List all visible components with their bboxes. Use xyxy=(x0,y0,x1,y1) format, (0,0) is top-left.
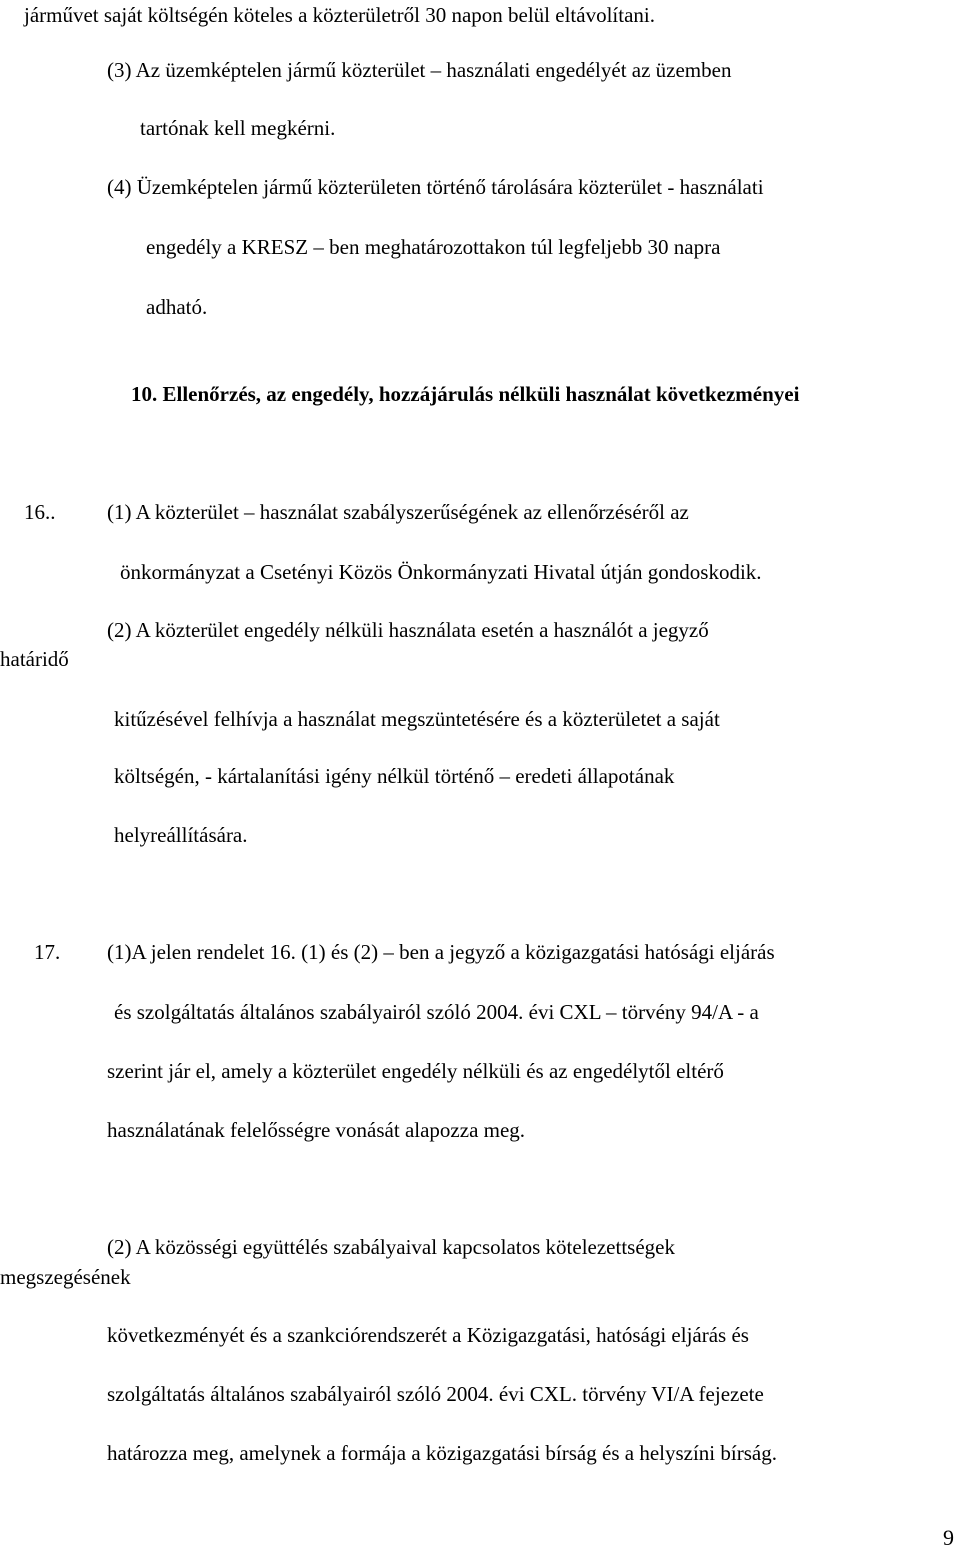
text-line: (2) A közösségi együttélés szabályaival kapcsolatos kötelezettségek xyxy=(107,1235,675,1259)
text-line: járművet saját költségén köteles a közterületről 30 napon belül eltávolítani. xyxy=(24,3,655,27)
text-line: adható. xyxy=(146,295,208,319)
text-line: (3) Az üzemképtelen jármű közterület – használati engedélyét az üzemben xyxy=(107,58,732,82)
text-line: kitűzésével felhívja a használat megszüntetésére és a közterületet a saját xyxy=(114,707,720,731)
text-line: helyreállítására. xyxy=(114,823,248,847)
text-line: határidő xyxy=(0,647,69,671)
text-line: tartónak kell megkérni. xyxy=(140,116,336,140)
text-line: következményét és a szankciórendszerét a Közigazgatási, hatósági eljárás és xyxy=(107,1323,749,1347)
text-line: (2) A közterület engedély nélküli használata esetén a használót a jegyző xyxy=(107,618,709,642)
text-line: engedély a KRESZ – ben meghatározottakon túl legfeljebb 30 napra xyxy=(146,235,721,259)
text-line: önkormányzat a Csetényi Közös Önkormányzati Hivatal útján gondoskodik. xyxy=(120,560,762,584)
text-line: határozza meg, amelynek a formája a közigazgatási bírság és a helyszíni bírság. xyxy=(107,1441,777,1465)
text-line: (1)A jelen rendelet 16. (1) és (2) – ben a jegyző a közigazgatási hatósági eljárás xyxy=(107,940,775,964)
text-line: szerint jár el, amely a közterület engedély nélküli és az engedélytől eltérő xyxy=(107,1059,724,1083)
text-line: szolgáltatás általános szabályairól szóló 2004. évi CXL. törvény VI/A fejezete xyxy=(107,1382,764,1406)
text-line: megszegésének xyxy=(0,1265,131,1289)
page-number: 9 xyxy=(943,1525,954,1550)
text-line: (1) A közterület – használat szabályszerűségének az ellenőrzéséről az xyxy=(107,500,689,524)
section-heading: 10. Ellenőrzés, az engedély, hozzájárulás nélküli használat következményei xyxy=(131,382,800,406)
text-line: és szolgáltatás általános szabályairól szóló 2004. évi CXL – törvény 94/A - a xyxy=(114,1000,759,1024)
text-line: (4) Üzemképtelen jármű közterületen történő tárolására közterület - használati xyxy=(107,175,764,199)
section-number: 16.. xyxy=(24,500,56,524)
text-line: használatának felelősségre vonását alapozza meg. xyxy=(107,1118,526,1142)
text-line: költségén, - kártalanítási igény nélkül történő – eredeti állapotának xyxy=(114,764,675,788)
section-number: 17. xyxy=(34,940,61,964)
